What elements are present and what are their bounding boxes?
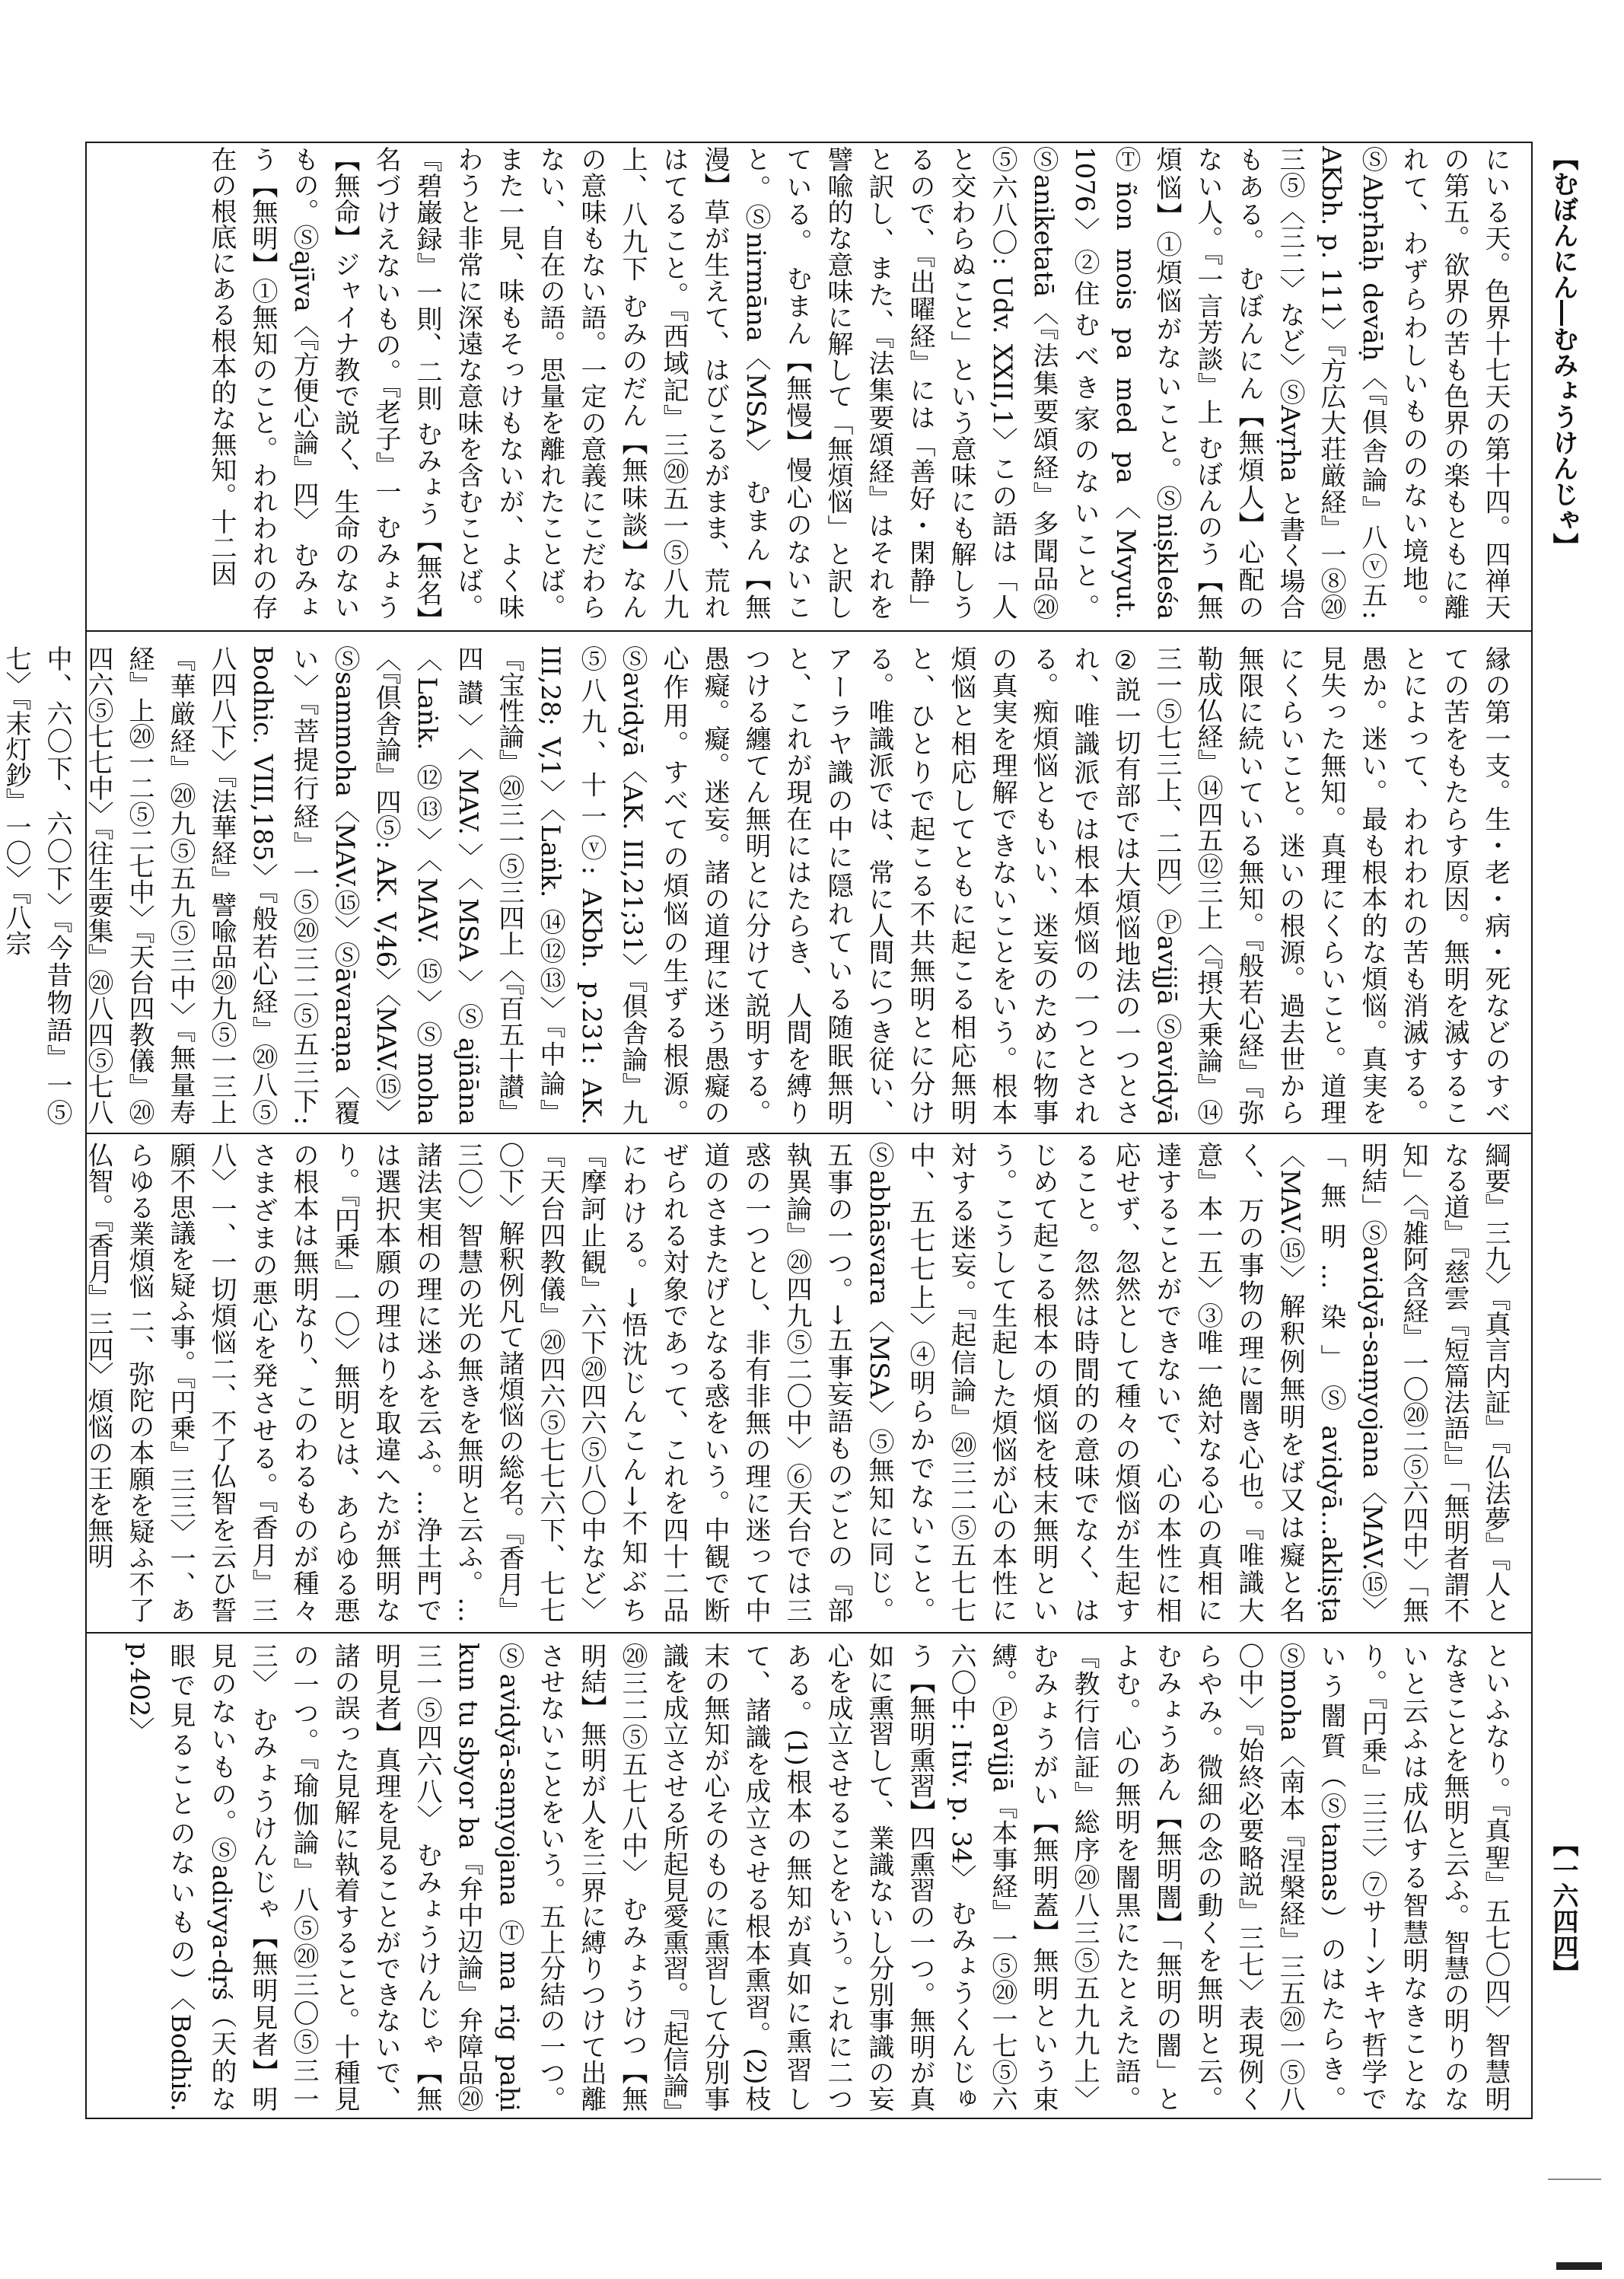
- tier-4: [87, 1643, 1531, 2112]
- tier-1: [87, 146, 1531, 620]
- tier-2: [1, 645, 1531, 1126]
- tier-3: [83, 1142, 1531, 1623]
- page-edge-bar: [1556, 2262, 1602, 2270]
- tier-1-text: にいる天。色界十七天の第十四。四禅天の第五。欲界の苦も色界の楽もともに離れて、わずらわしいもののない境地。ⓈAbṛhāḥ devāḥ〈『倶舎論』八ⓥ五: AKbh. p. 111〉『方広大荘厳経』一⑧⑳三⑤〈三二〉など〉ⓈAvṛha と書く場合もある。 むぼんにん【無煩人】心配のない人。『一言芳談』上 むぼんのう【無煩悩】①煩悩がないこと。Ⓢniṣkleśa Ⓣñon mois pa med pa〈Mvyut. 1076〉②住むべき家のないこと。Ⓢaniketatā〈『法集要頌経』多聞品⑳ ⑤六八〇: Udv. XXII,1〉この語は「人と交わらぬこと」という意味にも解しうるので、『出曜経』には「善好・閑静」と訳し、また、『法集要頌経』はそれを譬喩的な意味に解して「無煩悩」と訳している。 むまん【無慢】慢心のないこと。Ⓢnirmāna〈MSA〉 むまん【無漫】草が生えて、はびこるがまま、荒れはてること。『西域記』三⑳五一⑤八九上、八九下 むみのだん【無味談】なんの意味もない語。一定の意義にこだわらない、自在の語。思量を離れたことば。また一見、味もそっけもないが、よく味わうと非常に深遠な意味を含むことば。『碧巌録』一則、二則 むみょう【無名】名づけえないもの。『老子』一 むみょう【無命】ジャイナ教で説く、生命のないもの。Ⓢajīva〈『方便心論』四〉 むみょう【無明】①無知のこと。われわれの存在の根底にある根本的な無知。十二因: [206, 146, 1511, 620]
- tier-divider: [87, 630, 1531, 632]
- page-mark: [1548, 2179, 1601, 2180]
- dictionary-page: [1, 142, 1533, 2119]
- tier-divider: [87, 1632, 1531, 1634]
- tier-3-text: 綱要』三九〉『真言内証』『仏法夢』『人となる道』『慈雲『短篇法語』』「無明者謂不知」〈『雑阿含経』一〇⑳二⑤六四中〉「無明結」Ⓢavidyā-saṃyojana〈MAV.⑮〉「無明…染」Ⓢavidyā…akliṣṭa〈MAV.⑮〉解釈例無明をば又は癡と名く、万の事物の理に闇き心也。『唯識大意』本一五〉③唯一絶対なる心の真相に達することができないで、心の本性に相応せず、忽然として種々の煩悩が生起すること。忽然は時間的の意味でなく、はじめて起こる根本の煩悩を枝末無明という。こうして生起した煩悩が心の本性に対する迷妄。『起信論』⑳三二⑤五七七中、五七七上〉④明らかでないこと。Ⓢabhāsvara〈MSA〉⑤無知に同じ。五事の一つ。→五事妄語ものごとの『部執異論』⑳四九⑤二〇中〉⑥天台では三惑の一つとし、非有非無の理に迷って中道のさまたげとなる惑をいう。中観で断ぜられる対象であって、これを四十二品にわける。→悟沈じんこん→不知ぶち『摩訶止観』六下⑳四六⑤八〇中など〉『天台四教儀』⑳四六⑤七七六下、七七〇下〉解釈例凡て諸煩悩の総名。『香月』三〇〉智慧の光の無きを無明と云ふ。…諸法実相の理に迷ふを云ふ。…浄土門では選択本願の理はりを取違へたが無明なり。『円乗』一〇〉無明とは、あらゆる悪の根本は無明なり、このわるものが種々さまざまの悪心を発させる。『香月』三八〉一、一切煩悩二、不了仏智を云ひ誓願不思議を疑ふ事。『円乗』三三〉一、あらゆる業煩悩 二、弥陀の本願を疑ふ不了仏智。『香月』三四〉煩悩の王を無明: [83, 1142, 1511, 1623]
- tier-divider: [87, 1133, 1531, 1134]
- running-head: 【むぼんにん―むみょうけんじゃ】: [1548, 145, 1578, 559]
- tier-2-text: 縁の第一支。生・老・病・死などのすべての苦をもたらす原因。無明を滅することによって、われわれの苦も消滅する。愚か。迷い。最も根本的な煩悩。真実を見失った無知。真理にくらいこと。道理にくらいこと。迷いの根源。過去世から無限に続いている無知。『般若心経』『弥勒成仏経』⑭四五⑫三上〈『摂大乗論』⑭三一⑤七三上、二四〉Ⓟavijjā Ⓢavidyā ②説一切有部では大煩悩地法の一つとされ、唯識派では根本煩悩の一つとされる。痴煩悩ともいい、迷妄のために物事の真実を理解できないことをいう。根本煩悩と相応してともに起こる相応無明と、ひとりで起こる不共無明とに分ける。唯識派では、常に人間につき従い、アーラヤ識の中に隠れている随眠無明と、これが現在にはたらき、人間を縛りつける纏てん無明とに分けて説明する。愚癡。癡。迷妄。諸の道理に迷う愚癡の心作用。すべての煩悩の生ずる根源。Ⓢavidyā〈AK. III,21;31〉『倶舎論』九⑤八九、十一ⓥ: AKbh. p.231: AK. III,28; V,1〉〈Laṅk. ⑭⑫⑬〉『中論』『宝性論』⑳三一⑤三四上〈『百五十讃』四讃〉〈MAV.〉〈MSA〉Ⓢajñāna〈Laṅk. ⑫⑬〉〈MAV. ⑮〉Ⓢmoha〈『倶舎論』四⑤: AK. V,46〉〈MAV.⑮〉Ⓢsammoha〈MAV.⑮〉Ⓢāvaraṇa〈覆い〉『菩提行経』一⑤⑳三二⑤五三下: Bodhic. VIII,185〉『般若心経』⑳八⑤八四八下〉『法華経』譬喩品⑳九⑤一三上『華厳経』⑳九⑤五九⑤三中〉『無量寿経』上⑳一二⑤二七中〉『天台四教儀』⑳四六⑤七七中〉『往生要集』⑳八四⑤七八中、六〇下、六〇下〉『今昔物語』一⑤七〉『末灯鈔』一〇〉『八宗: [1, 645, 1511, 1126]
- tier-4-text: といふなり。『真聖』五七〇四〉智慧明なきことを無明と云ふ。智慧の明りのないと云ふは成仏する智慧明なきことなり。『円乗』三三〉⑦サーンキヤ哲学でいう闇質（Ⓢtamas）のはたらき。Ⓢmoha〈南本『涅槃経』三五⑳一⑤八〇中〉『始終必要略説』三七〉表現例くらやみ。微細の念の動くを無明と云。 むみょうあん【無明闇】「無明の闇」とよむ。心の無明を闇黒にたとえた語。『教行信証』総序⑳八三⑤五九九上〉 むみょうがい【無明蓋】無明という束縛。Ⓟavijjā『本事経』一⑤⑳一七⑤六六〇中: Itiv. p. 34〉 むみょうくんじゅう【無明熏習】四熏習の一つ。無明が真如に熏習して、業識ないし分別事識の妄心を成立させることをいう。これに二つある。(1)根本の無知が真如に熏習して、諸識を成立させる根本熏習。(2)枝末の無知が心そのものに熏習して分別事識を成立させる所起見愛熏習。『起信論』⑳三二⑤五七八中〉 むみょうけつ【無明結】無明が人を三界に縛りつけて出離させないことをいう。五上分結の一つ。Ⓢavidyā-saṃyojana Ⓣma rig paḥi kun tu sbyor ba『弁中辺論』弁障品⑳三一⑤四六八〉 むみょうけんじゃ【無明見者】真理を見ることができないで、諸の誤った見解に執着すること。十種見の一つ。『瑜伽論』八⑤⑳三〇⑤三一三〉 むみょうけんじゃ【無明見者】明見のないもの。Ⓢadivya-dṛś（天的な眼で見ることのないもの）〈Bodhis. p.402〉: [124, 1643, 1511, 2112]
- page-number: 【一六四四】: [1548, 1831, 1578, 1986]
